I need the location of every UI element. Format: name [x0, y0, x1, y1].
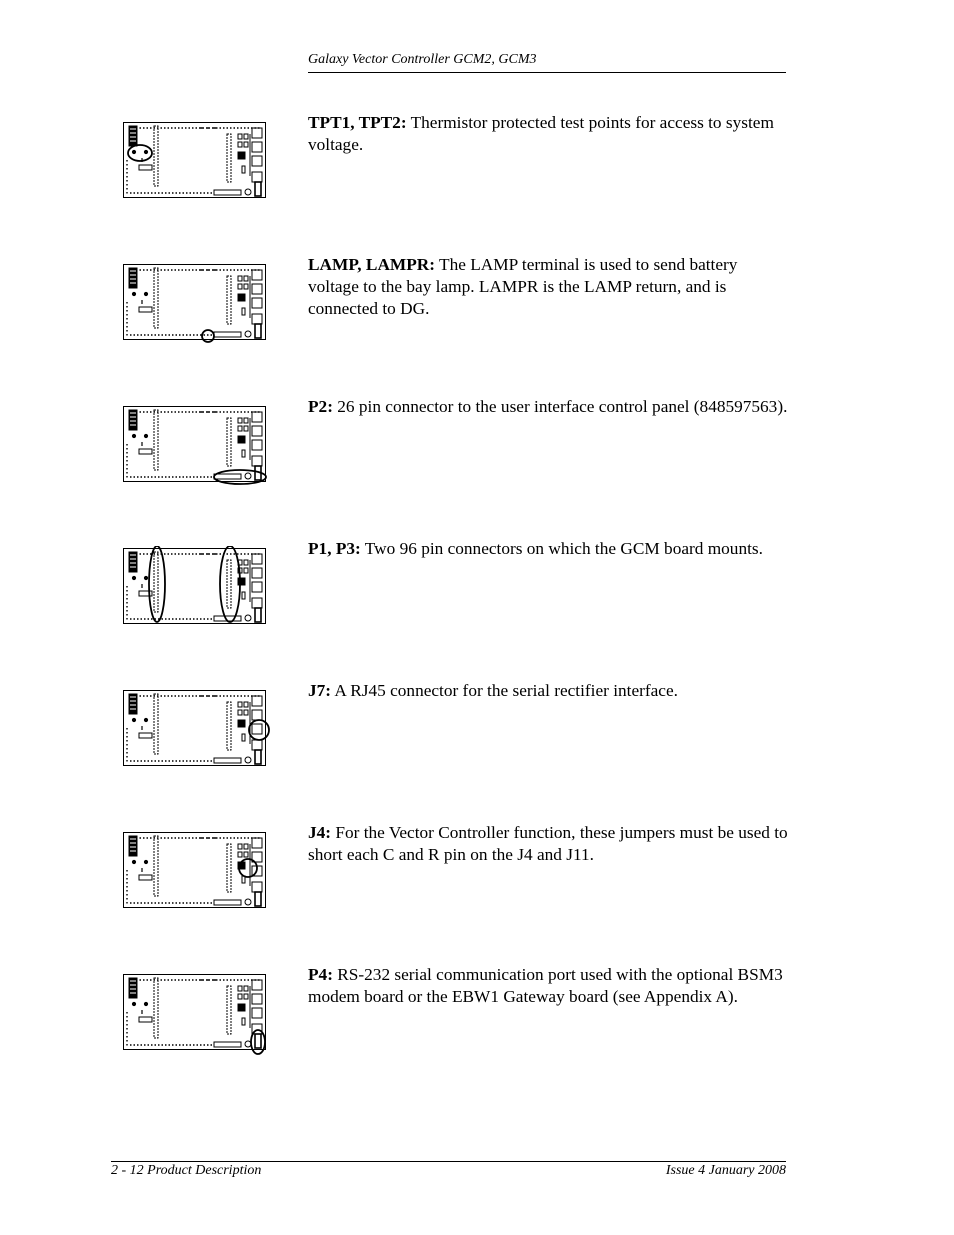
entry-p2: [0, 397, 954, 524]
rj45-block: [252, 172, 262, 182]
jumper: [244, 844, 248, 849]
rj45-block: [252, 284, 262, 294]
entry-text: Two 96 pin connectors on which the GCM board mounts.: [360, 539, 763, 558]
jumper: [238, 994, 242, 999]
jumper: [238, 134, 242, 139]
highlight-ellipse: [149, 546, 165, 622]
board-svg: [120, 404, 270, 488]
entry-text: For the Vector Controller function, these jumpers must be used to short each C and R pin on the J4 and J11.: [308, 823, 788, 864]
jumper: [244, 560, 248, 565]
jumper: [242, 1008, 245, 1011]
lamp-terminal: [245, 331, 251, 337]
rj45-block: [252, 554, 262, 564]
lamp-terminal: [245, 899, 251, 905]
board-diagram: [120, 972, 270, 1056]
board-component: [242, 1018, 245, 1025]
jumper: [244, 568, 248, 573]
board-svg: [120, 972, 270, 1056]
jumper: [238, 142, 242, 147]
rj45-block: [252, 412, 262, 422]
entry-term: P4:: [308, 965, 333, 984]
entry-description: [308, 112, 788, 156]
board-diagram: [120, 688, 270, 772]
board-svg: [120, 262, 270, 346]
board-component: [242, 592, 245, 599]
jumper: [242, 578, 245, 581]
rj45-block: [252, 710, 262, 720]
rj45-block: [252, 456, 262, 466]
entry-term: P2:: [308, 397, 333, 416]
p1-connector: [154, 268, 158, 328]
entry-text: 26 pin connector to the user interface control panel (848597563).: [332, 397, 788, 416]
p1-connector: [154, 978, 158, 1038]
jumper: [238, 152, 241, 155]
rj45-block: [252, 696, 262, 706]
lamp-terminal: [245, 615, 251, 621]
jumper: [242, 862, 245, 865]
jumper: [244, 702, 248, 707]
board-svg: [120, 120, 270, 204]
rj45-block: [252, 1008, 262, 1018]
rj45-block: [252, 270, 262, 280]
test-point: [132, 576, 135, 579]
p2-connector: [214, 900, 241, 905]
jumper: [242, 156, 245, 159]
entry-tpt: [0, 113, 954, 240]
p1-connector: [154, 552, 158, 612]
board-svg: [120, 688, 270, 772]
board-component: [242, 734, 245, 741]
test-point: [132, 1002, 135, 1005]
p1-connector: [154, 410, 158, 470]
jumper: [238, 702, 242, 707]
entry-description: [308, 396, 788, 418]
entry-j7: [0, 681, 954, 808]
entry-text: Thermistor protected test points for access to system voltage.: [308, 113, 774, 154]
jumper: [242, 724, 245, 727]
rj45-block: [252, 142, 262, 152]
board-diagram: [120, 546, 270, 630]
jumper: [244, 994, 248, 999]
p1-connector: [154, 694, 158, 754]
p4-connector: [255, 182, 261, 196]
jumper: [242, 294, 245, 297]
test-point: [144, 860, 147, 863]
entry-description: [308, 822, 788, 866]
test-point: [132, 150, 135, 153]
board-svg: [120, 830, 270, 914]
jumper: [238, 294, 241, 297]
entry-term: J4:: [308, 823, 332, 842]
board-component: [139, 1017, 152, 1022]
test-point: [144, 718, 147, 721]
board-component: [139, 307, 152, 312]
test-point: [132, 718, 135, 721]
board-component: [242, 166, 245, 173]
jumper: [242, 436, 245, 439]
entry-description: [308, 254, 788, 320]
entry-text: RS-232 serial communication port used with the optional BSM3 modem board or the EBW1 Gateway board (see Appendix A).: [308, 965, 783, 1006]
rj45-block: [252, 994, 262, 1004]
test-point: [144, 150, 147, 153]
jumper: [244, 142, 248, 147]
entry-term: P1, P3:: [308, 539, 361, 558]
board-component: [242, 450, 245, 457]
highlight-ellipse: [220, 546, 240, 622]
jumper: [238, 986, 242, 991]
test-point: [144, 434, 147, 437]
p4-connector: [255, 892, 261, 906]
jumper: [238, 724, 241, 727]
rj45-block: [252, 426, 262, 436]
jumper: [242, 582, 245, 585]
header-rule: [308, 72, 786, 73]
p1-connector: [154, 836, 158, 896]
jumper: [238, 276, 242, 281]
jumper: [242, 440, 245, 443]
p4-connector: [255, 608, 261, 622]
board-diagram: [120, 404, 270, 488]
jumper: [238, 1004, 241, 1007]
jumper: [244, 852, 248, 857]
lamp-terminal: [245, 189, 251, 195]
lamp-terminal: [245, 473, 251, 479]
jumper: [238, 720, 241, 723]
rj45-block: [252, 838, 262, 848]
p4-connector: [255, 324, 261, 338]
test-point: [144, 292, 147, 295]
entry-term: J7:: [308, 681, 332, 700]
highlight-ellipse: [202, 330, 214, 342]
rj45-block: [252, 314, 262, 324]
header-title: Galaxy Vector Controller GCM2, GCM3: [308, 52, 537, 67]
p4-connector: [255, 1034, 261, 1048]
board-component: [139, 875, 152, 880]
entry-text: A RJ45 connector for the serial rectifier interface.: [331, 681, 678, 700]
p3-connector: [227, 702, 231, 750]
entry-description: [308, 538, 788, 560]
board-component: [139, 165, 152, 170]
entry-term: LAMP, LAMPR:: [308, 255, 436, 274]
board-component: [139, 733, 152, 738]
jumper: [238, 284, 242, 289]
rj45-block: [252, 128, 262, 138]
entry-lamp: [0, 255, 954, 382]
jumper: [238, 436, 241, 439]
jumper: [244, 134, 248, 139]
jumper: [244, 986, 248, 991]
p3-connector: [227, 276, 231, 324]
p2-connector: [214, 758, 241, 763]
jumper: [244, 426, 248, 431]
board-diagram: [120, 830, 270, 914]
entry-description: [308, 964, 788, 1008]
jumper: [242, 152, 245, 155]
rj45-block: [252, 598, 262, 608]
p3-connector: [227, 418, 231, 466]
jumper: [238, 418, 242, 423]
board-diagram: [120, 262, 270, 346]
jumper: [238, 156, 241, 159]
rj45-block: [252, 156, 262, 166]
board-diagram: [120, 120, 270, 204]
jumper: [242, 866, 245, 869]
test-point: [144, 1002, 147, 1005]
jumper: [238, 1008, 241, 1011]
jumper: [238, 844, 242, 849]
p2-connector: [214, 190, 241, 195]
p4-connector: [255, 750, 261, 764]
highlight-ellipse: [128, 145, 152, 161]
p3-connector: [227, 844, 231, 892]
jumper: [238, 440, 241, 443]
test-point: [132, 860, 135, 863]
jumper: [242, 720, 245, 723]
p3-connector: [227, 560, 231, 608]
lamp-terminal: [245, 757, 251, 763]
board-component: [139, 449, 152, 454]
rj45-block: [252, 440, 262, 450]
p3-connector: [227, 986, 231, 1034]
jumper: [244, 284, 248, 289]
rj45-block: [252, 882, 262, 892]
entry-description: [308, 680, 788, 702]
entry-j4: [0, 823, 954, 950]
footer-left: 2 - 12 Product Description: [111, 1163, 262, 1178]
rj45-block: [252, 298, 262, 308]
footer-rule: [111, 1161, 786, 1162]
test-point: [132, 434, 135, 437]
p1-connector: [154, 126, 158, 186]
p2-connector: [214, 1042, 241, 1047]
rj45-block: [252, 568, 262, 578]
entry-p1p3: [0, 539, 954, 666]
rj45-block: [252, 980, 262, 990]
rj45-block: [252, 724, 262, 734]
jumper: [244, 710, 248, 715]
test-point: [132, 292, 135, 295]
test-point: [144, 576, 147, 579]
jumper: [242, 1004, 245, 1007]
rj45-block: [252, 582, 262, 592]
entry-text: The LAMP terminal is used to send battery voltage to the bay lamp. LAMPR is the LAMP return, and is connected to DG.: [308, 255, 738, 318]
entry-p4: [0, 965, 954, 1092]
footer-right: Issue 4 January 2008: [665, 1163, 786, 1178]
rj45-block: [252, 740, 262, 750]
jumper: [242, 298, 245, 301]
p3-connector: [227, 134, 231, 182]
jumper: [238, 710, 242, 715]
p2-connector: [214, 474, 241, 479]
jumper: [238, 852, 242, 857]
entry-term: TPT1, TPT2:: [308, 113, 407, 132]
jumper: [244, 276, 248, 281]
board-component: [242, 308, 245, 315]
jumper: [238, 426, 242, 431]
jumper: [244, 418, 248, 423]
board-svg: [120, 546, 270, 630]
jumper: [238, 298, 241, 301]
p2-connector: [214, 332, 241, 337]
